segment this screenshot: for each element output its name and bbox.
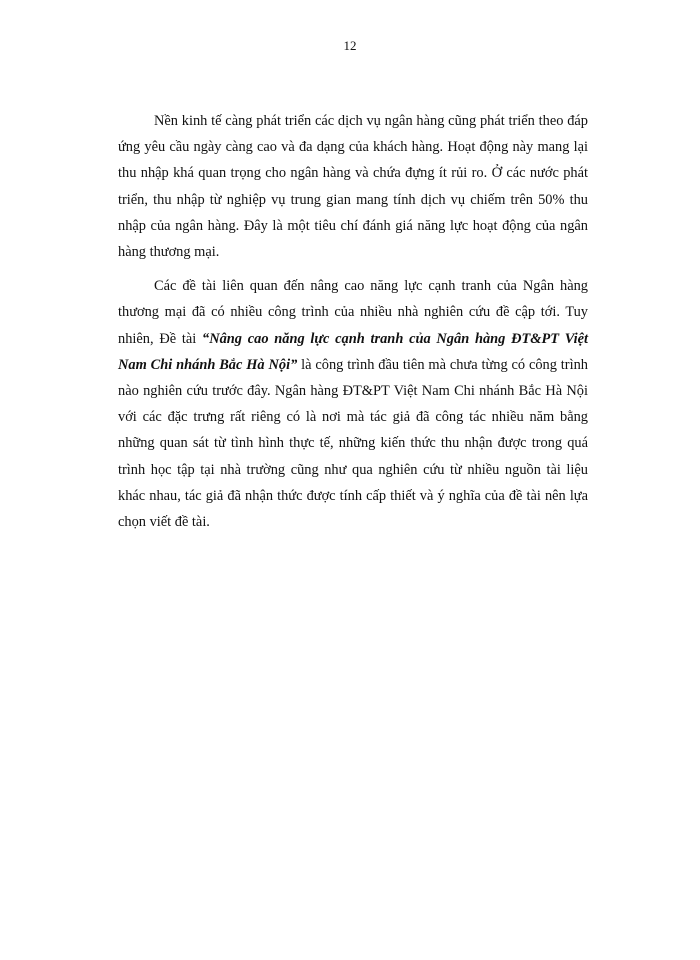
body-text (118, 108, 588, 543)
thesis-title: “Nâng cao năng lực cạnh tranh của Ngân hàng ĐT&PT Việt Nam Chi nhánh Bắc Hà Nội” (118, 330, 588, 373)
paragraph-1: Nền kinh tế càng phát triển các dịch vụ ngân hàng cũng phát triển theo đáp ứng yêu cầu ngày càng cao và đa dạng của khách hàng. Hoạt động này mang lại thu nhập khá quan trọng cho ngân hàng và chứa đựng ít rủi ro. Ở các nước phát triển, thu nhập từ nghiệp vụ trung gian mang tính dịch vụ chiếm trên 50% thu nhập của ngân hàng. Đây là một tiêu chí đánh giá năng lực hoạt động của ngân hàng thương mại. (118, 113, 588, 261)
page-number: 12 (343, 38, 357, 53)
paragraph-2-rest: là công trình đầu tiên mà chưa từng có công trình nào nghiên cứu trước đây. Ngân hàng ĐT&PT Việt Nam Chi nhánh Bắc Hà Nội với các đặc trưng rất riêng có là nơi mà tác giả đã công tác nhiều năm bằng những quan sát từ tình hình thực tế, những kiến thức thu nhận được trong quá trình học tập tại nhà trường cũng như qua nghiên cứu từ nhiều nguồn tài liệu khác nhau, tác giả đã nhận thức được tính cấp thiết và ý nghĩa của đề tài nên lựa chọn viết đề tài. (118, 356, 588, 531)
paragraph-2 (118, 273, 588, 535)
paragraph-2-intro: Các đề tài liên quan đến nâng cao năng lực cạnh tranh của Ngân hàng thương mại đã có nhiều công trình của nhiều nhà nghiên cứu đề cập tới. Tuy nhiên, Đề tài (118, 278, 588, 347)
